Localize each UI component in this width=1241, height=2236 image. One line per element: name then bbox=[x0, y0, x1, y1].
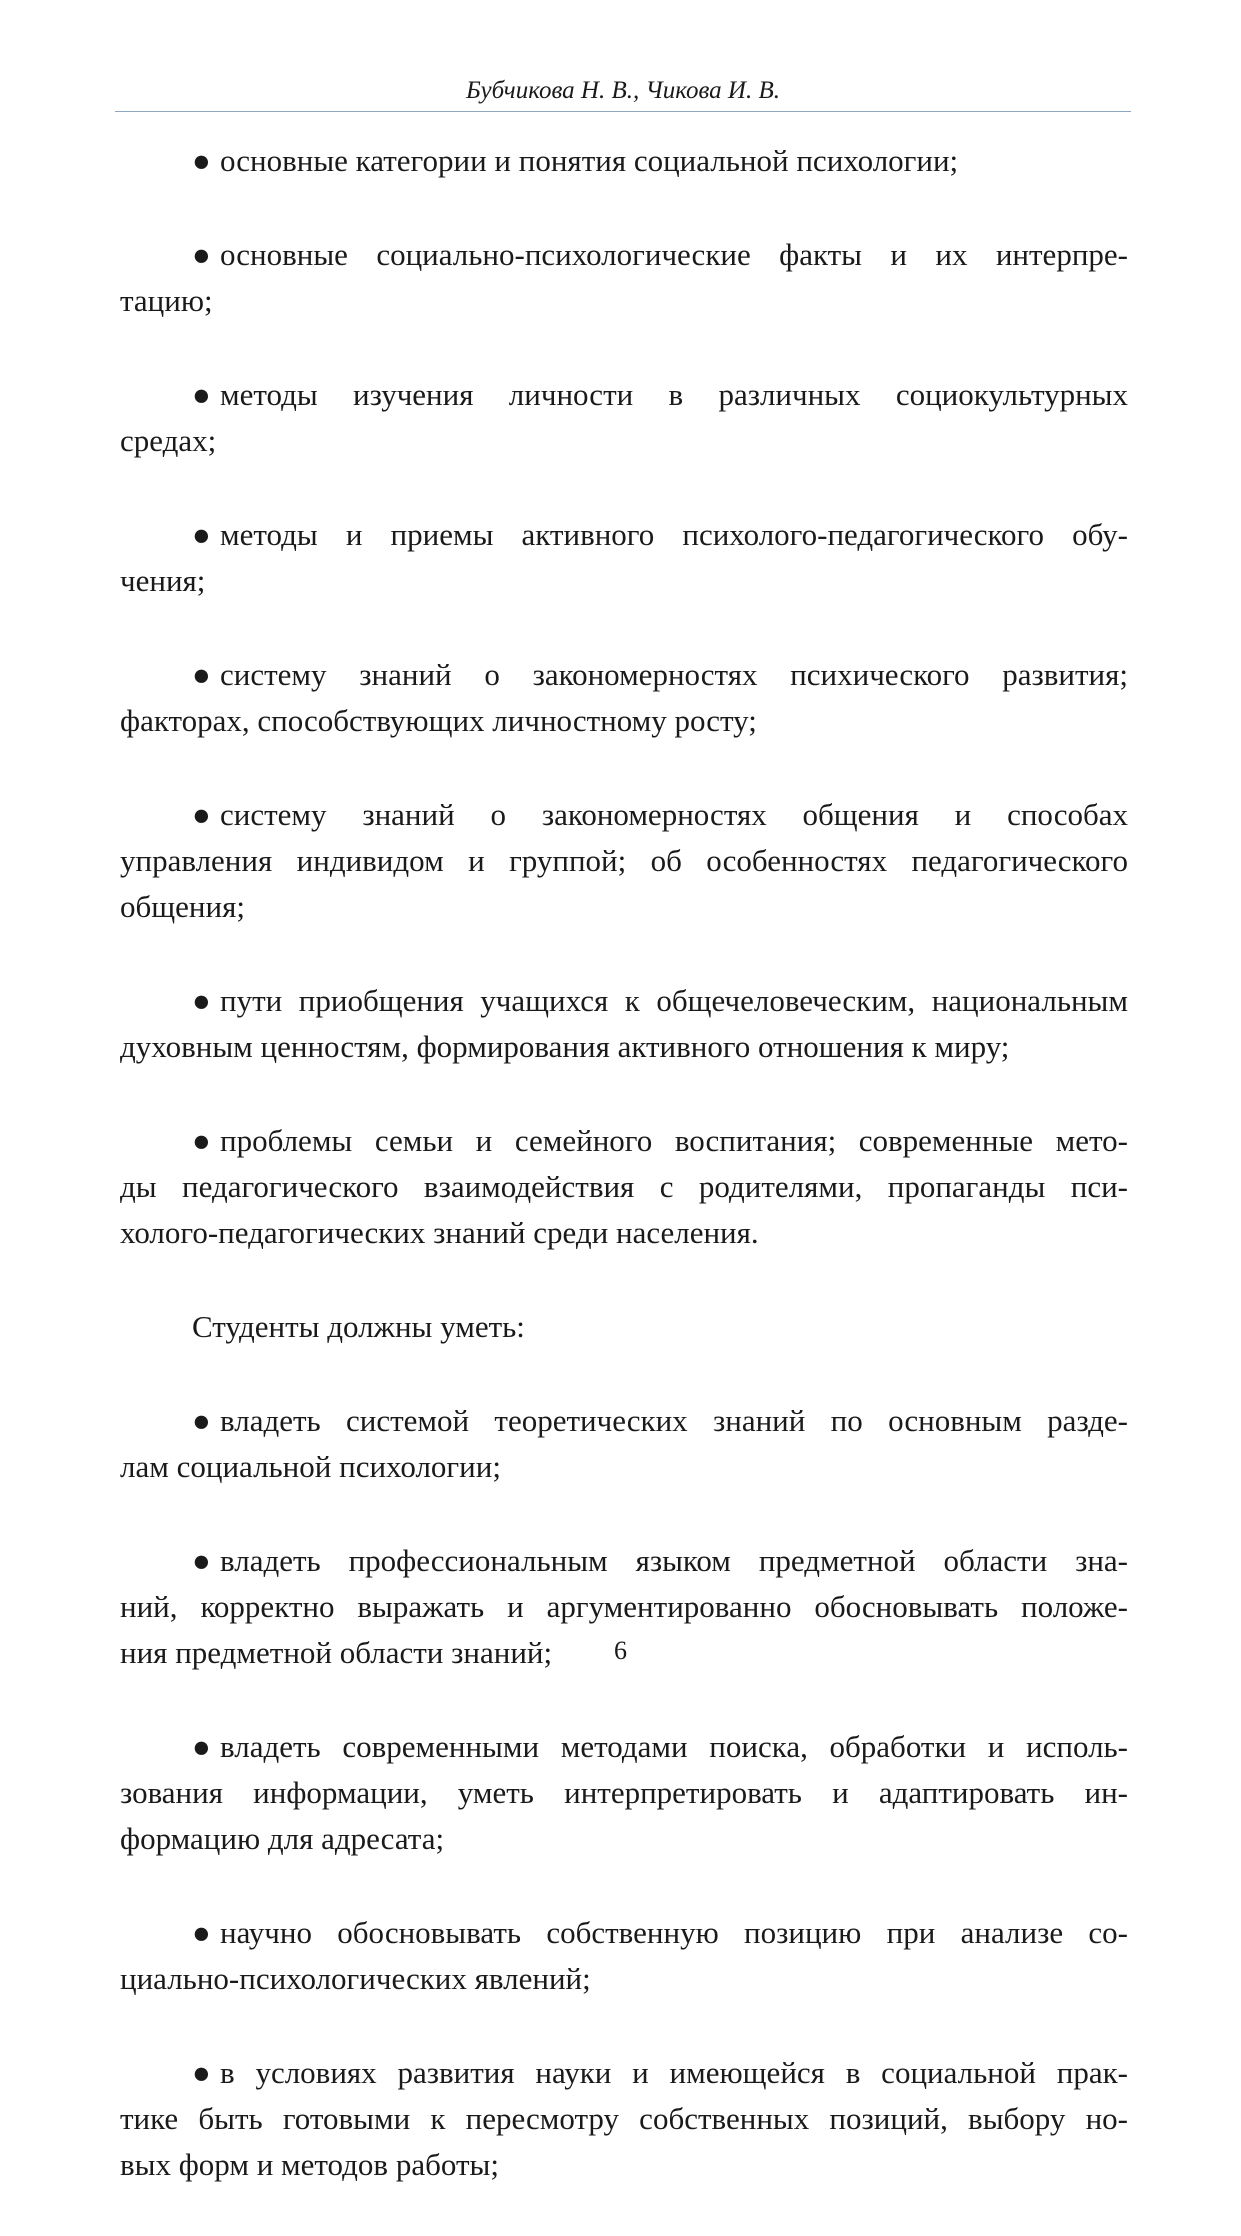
bullet-icon: ● bbox=[192, 237, 211, 272]
bullet-item bbox=[120, 792, 1128, 930]
text-line bbox=[120, 2096, 1128, 2142]
line-text: методы изучения личности в различных социокультурных bbox=[220, 377, 1128, 412]
line-text: циально-психологических явлений; bbox=[120, 1961, 591, 1996]
text-line bbox=[120, 698, 1128, 744]
text-line bbox=[120, 1304, 1128, 1350]
bullet-icon: ● bbox=[192, 143, 211, 178]
text-line bbox=[120, 1956, 1128, 2002]
line-text: зования информации, уметь интерпретировать и адаптировать ин- bbox=[120, 1775, 1128, 1810]
line-text: в условиях развития науки и имеющейся в социальной прак- bbox=[220, 2055, 1128, 2090]
line-text: холого-педагогических знаний среди населения. bbox=[120, 1215, 759, 1250]
bullet-item bbox=[120, 652, 1128, 744]
bullet-icon: ● bbox=[192, 657, 211, 692]
line-text: тацию; bbox=[120, 283, 213, 318]
bullet-icon: ● bbox=[192, 983, 211, 1018]
text-line bbox=[120, 1816, 1128, 1862]
text-line bbox=[120, 1584, 1128, 1630]
line-text: основные категории и понятия социальной психологии; bbox=[220, 143, 959, 178]
bullet-icon: ● bbox=[192, 797, 211, 832]
bullet-icon: ● bbox=[192, 517, 211, 552]
bullet-item bbox=[120, 2050, 1128, 2188]
line-text: управления индивидом и группой; об особенностях педагогического bbox=[120, 843, 1128, 878]
text-line bbox=[120, 1398, 1128, 1444]
text-line bbox=[120, 232, 1128, 278]
text-line bbox=[120, 2142, 1128, 2188]
line-text: владеть современными методами поиска, обработки и исполь- bbox=[220, 1729, 1128, 1764]
page-body bbox=[120, 138, 1128, 2236]
bullet-icon: ● bbox=[192, 1915, 211, 1950]
line-text: пути приобщения учащихся к общечеловеческим, национальным bbox=[220, 983, 1128, 1018]
line-text: общения; bbox=[120, 889, 245, 924]
line-text: ды педагогического взаимодействия с родителями, пропаганды пси- bbox=[120, 1169, 1128, 1204]
text-line bbox=[120, 1910, 1128, 1956]
bullet-item bbox=[120, 512, 1128, 604]
line-text: ния предметной области знаний; bbox=[120, 1635, 553, 1670]
line-text: владеть системой теоретических знаний по основным разде- bbox=[220, 1403, 1128, 1438]
bullet-item bbox=[120, 1724, 1128, 1862]
page-number: 6 bbox=[614, 1636, 627, 1665]
line-text: формацию для адресата; bbox=[120, 1821, 445, 1856]
text-line bbox=[120, 512, 1128, 558]
line-text: тике быть готовыми к пересмотру собственных позиций, выбору но- bbox=[120, 2101, 1128, 2136]
bullet-item bbox=[120, 1398, 1128, 1490]
line-text: вых форм и методов работы; bbox=[120, 2147, 499, 2182]
text-line bbox=[120, 838, 1128, 884]
line-text: систему знаний о закономерностях психического развития; bbox=[220, 657, 1128, 692]
bullet-item bbox=[120, 1910, 1128, 2002]
text-line bbox=[120, 1024, 1128, 1070]
running-header: Бубчикова Н. В., Чикова И. В. bbox=[466, 77, 780, 104]
text-line bbox=[120, 978, 1128, 1024]
text-line bbox=[120, 372, 1128, 418]
line-text: факторах, способствующих личностному росту; bbox=[120, 703, 757, 738]
text-line bbox=[120, 652, 1128, 698]
bullet-icon: ● bbox=[192, 1123, 211, 1158]
text-line bbox=[120, 884, 1128, 930]
bullet-icon: ● bbox=[192, 1403, 211, 1438]
text-line bbox=[120, 1164, 1128, 1210]
bullet-item bbox=[120, 372, 1128, 464]
text-line bbox=[120, 1724, 1128, 1770]
header-divider bbox=[115, 111, 1131, 112]
text-line bbox=[120, 558, 1128, 604]
text-line bbox=[120, 1444, 1128, 1490]
text-line bbox=[120, 278, 1128, 324]
text-line bbox=[120, 138, 1128, 184]
line-text: проблемы семьи и семейного воспитания; современные мето- bbox=[220, 1123, 1128, 1158]
text-line bbox=[120, 2050, 1128, 2096]
line-text: научно обосновывать собственную позицию при анализе со- bbox=[220, 1915, 1128, 1950]
line-text: Студенты должны уметь: bbox=[192, 1309, 525, 1344]
line-text: систему знаний о закономерностях общения и способах bbox=[220, 797, 1128, 832]
bullet-item bbox=[120, 978, 1128, 1070]
line-text: ний, корректно выражать и аргументированно обосновывать положе- bbox=[120, 1589, 1128, 1624]
line-text: лам социальной психологии; bbox=[120, 1449, 501, 1484]
line-text: средах; bbox=[120, 423, 217, 458]
bullet-item bbox=[120, 1118, 1128, 1256]
text-line bbox=[120, 1538, 1128, 1584]
line-text: основные социально-психологические факты и их интерпре- bbox=[220, 237, 1128, 272]
line-text: духовным ценностям, формирования активного отношения к миру; bbox=[120, 1029, 1010, 1064]
text-line bbox=[120, 792, 1128, 838]
text-line bbox=[120, 418, 1128, 464]
line-text: чения; bbox=[120, 563, 206, 598]
text-line bbox=[120, 1210, 1128, 1256]
bullet-item bbox=[120, 138, 1128, 184]
bullet-item bbox=[120, 232, 1128, 324]
line-text: методы и приемы активного психолого-педагогического обу- bbox=[220, 517, 1128, 552]
line-text: владеть профессиональным языком предметной области зна- bbox=[220, 1543, 1128, 1578]
section-lead-paragraph bbox=[120, 1304, 1128, 1350]
bullet-icon: ● bbox=[192, 377, 211, 412]
bullet-icon: ● bbox=[192, 1543, 211, 1578]
text-line bbox=[120, 1770, 1128, 1816]
text-line bbox=[120, 1118, 1128, 1164]
bullet-icon: ● bbox=[192, 1729, 211, 1764]
bullet-icon: ● bbox=[192, 2055, 211, 2090]
